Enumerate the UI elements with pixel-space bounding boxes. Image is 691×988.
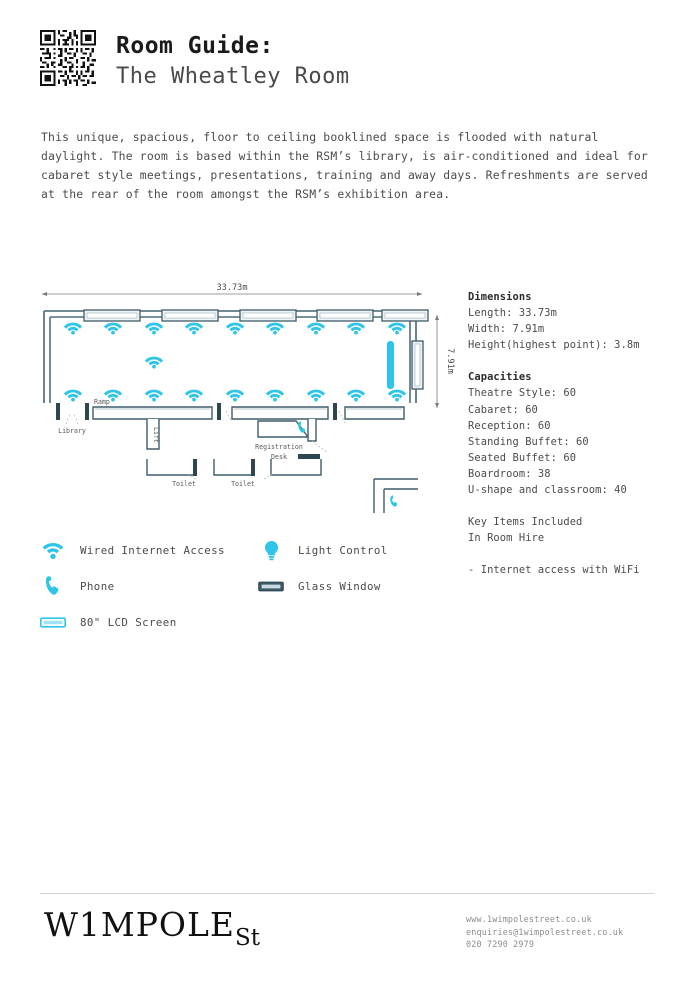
footer-phone: 020 7290 2979 <box>466 939 535 950</box>
wimpole-street-logo <box>44 905 260 951</box>
legend-label: 80" LCD Screen <box>80 615 177 629</box>
key-items-heading-line1: Key Items Included <box>468 516 583 529</box>
legend-label: Light Control <box>298 543 388 557</box>
spacer <box>468 546 678 562</box>
key-item-internet: - Internet access with WiFi <box>468 564 640 577</box>
plan-label-ramp: Ramp <box>94 398 110 406</box>
page-header <box>40 30 350 91</box>
footer-website[interactable]: www.1wimpolestreet.co.uk <box>466 914 592 924</box>
spacer <box>468 353 678 369</box>
lcd-screen-icon <box>40 617 66 628</box>
room-info-panel <box>468 289 678 578</box>
spacer <box>468 498 678 514</box>
footer-divider <box>40 893 654 894</box>
footer-contact <box>466 913 623 951</box>
capacity-seated-buffet: Seated Buffet: 60 <box>468 451 577 464</box>
dimension-height: Height(highest point): 3.8m <box>468 339 640 352</box>
capacity-standing-buffet: Standing Buffet: 60 <box>468 435 589 448</box>
legend-row <box>40 568 460 604</box>
legend-item-light-control <box>258 540 388 561</box>
capacity-theatre: Theatre Style: 60 <box>468 387 577 400</box>
legend-label: Wired Internet Access <box>80 543 225 557</box>
plan-label-desk: Desk <box>271 453 287 461</box>
legend-item-wifi <box>40 541 258 560</box>
plan-label-lift: Lift <box>152 427 160 443</box>
footer-email[interactable]: enquiries@1wimpolestreet.co.uk <box>466 926 624 937</box>
dimensions-heading: Dimensions <box>468 291 532 303</box>
phone-icon <box>40 575 66 597</box>
plan-width-label: 7.91m <box>445 348 455 374</box>
wifi-icon <box>40 541 66 560</box>
light-bulb-icon <box>258 540 284 561</box>
legend-item-lcd-screen <box>40 616 258 629</box>
plan-label-toilet-2: Toilet <box>231 480 255 488</box>
width-dimension <box>435 315 439 408</box>
plan-label-toilet-1: Toilet <box>172 480 196 488</box>
legend-row <box>40 604 460 640</box>
capacity-cabaret: Cabaret: 60 <box>468 403 538 416</box>
dimension-width: Width: 7.91m <box>468 323 545 336</box>
plan-label-registration: Registration <box>255 443 303 451</box>
page-title: Room Guide: <box>116 33 274 59</box>
dimension-length: Length: 33.73m <box>468 307 557 320</box>
legend-row <box>40 532 460 568</box>
room-description: This unique, spacious, floor to ceiling booklined space is flooded with natural daylight. The room is based within the RSM’s library, is air-conditioned and ideal for cabaret style meetings, presentations, training and away days. Refreshments are served at the rear of the room amongst the RSM’s exhibition area. <box>41 130 648 201</box>
legend-label: Phone <box>80 579 115 593</box>
title-block <box>116 30 350 91</box>
capacity-boardroom: Boardroom: 38 <box>468 467 551 480</box>
capacity-ushape-classroom: U-shape and classroom: 40 <box>468 484 627 497</box>
qr-code-icon <box>40 30 96 86</box>
capacities-heading: Capacities <box>468 371 532 384</box>
legend <box>40 532 460 640</box>
legend-item-phone <box>40 575 258 597</box>
glass-window-icon <box>258 581 284 592</box>
legend-label: Glass Window <box>298 579 381 593</box>
floor-plan <box>36 283 456 513</box>
key-items-heading-line2: In Room Hire <box>468 532 545 545</box>
logo-suffix: St <box>234 925 260 951</box>
corridor-structure <box>56 403 418 513</box>
legend-item-glass-window <box>258 580 381 593</box>
lcd-screen-icon <box>387 341 394 389</box>
logo-main: W1MPOLE <box>44 905 235 944</box>
capacity-reception: Reception: 60 <box>468 419 551 432</box>
plan-label-library: Library <box>58 427 86 435</box>
page-subtitle: The Wheatley Room <box>116 63 350 89</box>
plan-length-label: 33.73m <box>216 283 248 293</box>
